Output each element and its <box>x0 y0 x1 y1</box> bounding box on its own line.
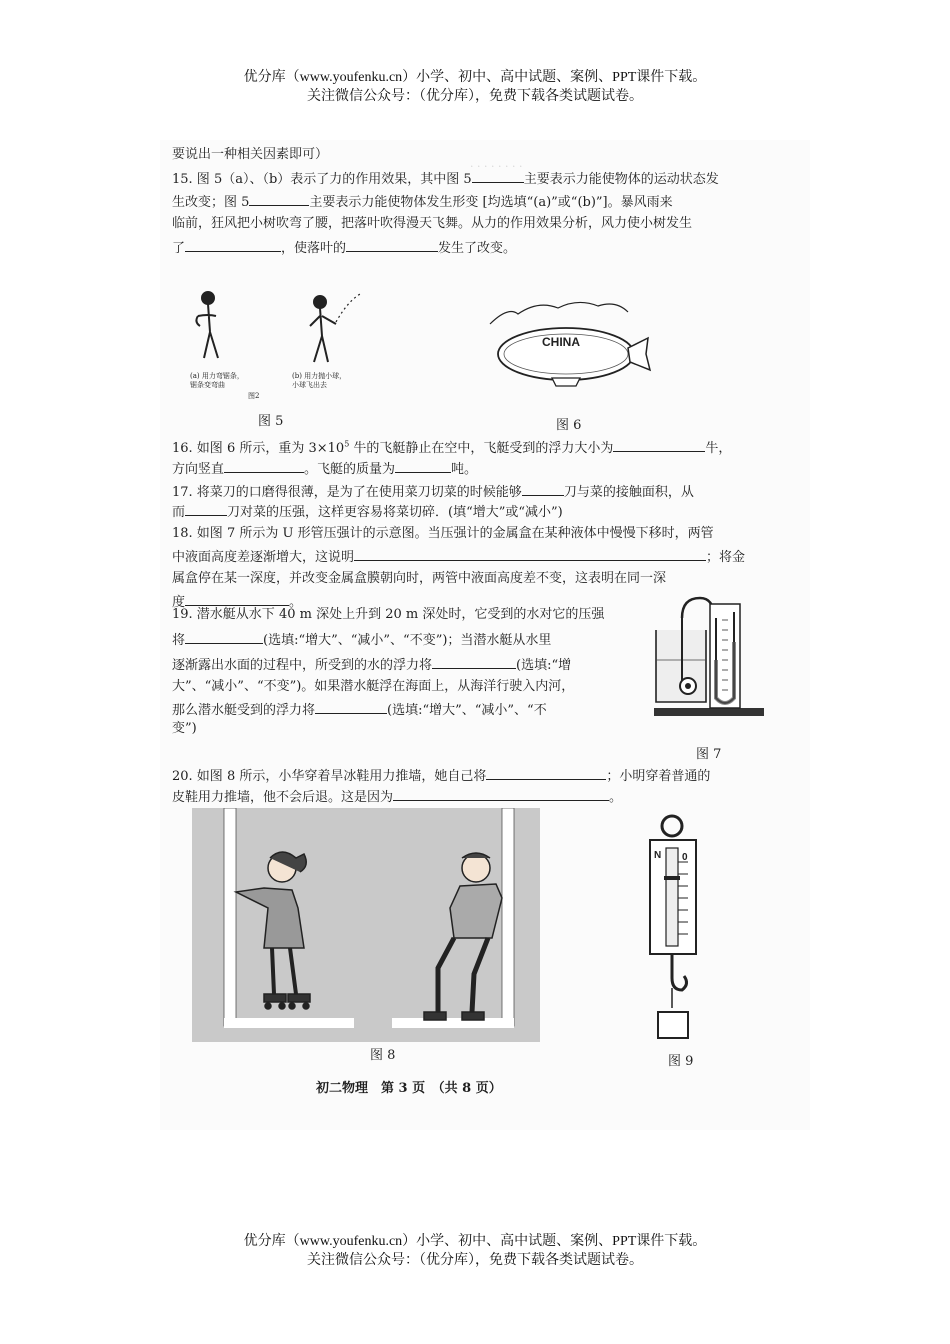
figure-5a-label <box>190 372 244 390</box>
q19-blank-2 <box>432 655 516 669</box>
q20-text: 皮鞋用力推墙，他不会后退。这是因为 <box>172 790 394 805</box>
q18-text: ；将金 <box>706 550 746 565</box>
q20-text: 。 <box>609 790 623 805</box>
q15-line2 <box>172 192 673 212</box>
page-number-footer: 初二物理 第 3 页 （共 8 页） <box>316 1081 502 1096</box>
zero-label: 0 <box>682 852 688 863</box>
q15-text: 了 <box>172 241 186 256</box>
q18-blank-2 <box>185 592 289 606</box>
figure-5a-person <box>196 292 218 358</box>
q16-blank-3 <box>395 459 451 473</box>
q20-text: ；小明穿着普通的 <box>606 769 711 784</box>
q19-line3 <box>172 655 571 675</box>
wall-left <box>224 808 236 1026</box>
figure-8-caption: 图 8 <box>370 1048 396 1063</box>
q20-line2 <box>172 787 622 807</box>
weight-block <box>658 1012 688 1038</box>
q16-text: 牛的飞艇静止在空中，飞艇受到的浮力大小为 <box>349 441 614 456</box>
q15-text: 主要表示力能使物体发生形变 [均选填“(a)”或“(b)”]。暴风雨来 <box>309 195 673 210</box>
figure-5a-label-line1: (a) 用力弯锯条， <box>190 372 244 380</box>
figure-6-caption: 图 6 <box>556 418 582 433</box>
q20-blank-2 <box>393 787 609 801</box>
q16-blank-1 <box>613 438 705 452</box>
site-header <box>0 68 950 106</box>
figure-9-caption: 图 9 <box>668 1054 694 1069</box>
q17-line1 <box>172 482 694 502</box>
figure-5b-label <box>292 372 346 390</box>
hose <box>682 598 714 618</box>
unit-label: N <box>654 850 662 861</box>
q16-text: 。飞艇的质量为 <box>304 462 396 477</box>
q16-text: 牛， <box>705 441 732 456</box>
q19-line6: 变”) <box>172 721 197 736</box>
q15-blank-3 <box>185 238 281 252</box>
q19-text: 逐渐露出水面的过程中，所受到的水的浮力将 <box>172 658 433 673</box>
bleed-through: · · · · · · · · <box>470 160 523 173</box>
figure-5a-label-line2: 锯条变弯曲 <box>190 381 225 389</box>
q17-text: 17. 将菜刀的口磨得很薄，是为了在使用菜刀切菜的时候能够 <box>172 485 522 500</box>
q14-tail: 要说出一种相关因素即可） <box>172 147 329 162</box>
figure-7-caption: 图 7 <box>696 747 722 762</box>
q15-blank-2 <box>249 192 309 206</box>
hook <box>672 954 687 990</box>
q15-line4 <box>172 238 516 258</box>
figure-5-caption: 图 5 <box>258 414 284 429</box>
q15-text: 生改变；图 5 <box>172 195 250 210</box>
q19-text: 将 <box>172 633 186 648</box>
manometer-base <box>654 708 764 716</box>
q16-text: 方向竖直 <box>172 462 225 477</box>
figure-5b-label-line1: (b) 用力抛小球， <box>292 372 347 380</box>
site-header-line1: 优分库（www.youfenku.cn）小学、初中、高中试题、案例、PPT课件下载。 <box>243 70 707 85</box>
q18-line1: 18. 如图 7 所示为 U 形管压强计的示意图。当压强计的金属盒在某种液体中慢慢下移时，两管 <box>172 526 714 541</box>
q18-line2 <box>172 547 745 567</box>
q16-exponent: 5 <box>344 439 350 449</box>
q19-line2 <box>172 630 551 650</box>
site-footer-line1: 优分库（www.youfenku.cn）小学、初中、高中试题、案例、PPT课件下载。 <box>243 1234 707 1249</box>
q17-line2 <box>172 502 563 522</box>
q17-text: 而 <box>172 505 186 520</box>
figure-6-airship <box>488 296 658 396</box>
q15-text: 15. 图 5（a）、（b）表示了力的作用效果，其中图 5 <box>172 172 472 187</box>
q15-blank-1 <box>472 169 524 183</box>
q19-text: (选填:“增大”、“减小”、“不 <box>387 703 547 718</box>
q20-line1 <box>172 766 710 786</box>
top-ring <box>662 816 682 836</box>
q16-blank-2 <box>224 459 304 473</box>
q15-line1 <box>172 169 719 189</box>
q18-line3: 属盒停在某一深度，并改变金属盒膜朝向时，两管中液面高度差不变，这表明在同一深 <box>172 571 667 586</box>
q16-line2 <box>172 459 477 479</box>
q18-text: 度 <box>172 595 186 610</box>
q16-text: 吨。 <box>451 462 478 477</box>
airship-text: CHINA <box>542 335 580 349</box>
q16-line1 <box>172 438 731 458</box>
site-footer-line2: 关注微信公众号：（优分库），免费下载各类试题试卷。 <box>307 1253 643 1268</box>
site-footer <box>0 1232 950 1270</box>
figure-5b-label-line2: 小球飞出去 <box>292 381 327 389</box>
figure-5-sub-label: 图2 <box>248 392 260 400</box>
q18-blank-1 <box>354 547 706 561</box>
q20-text: 20. 如图 8 所示，小华穿着旱冰鞋用力推墙，她自己将 <box>172 769 487 784</box>
q19-text: (选填:“增大”、“减小”、“不变”)；当潜水艇从水里 <box>263 633 552 648</box>
q17-blank-1 <box>522 482 564 496</box>
q18-text: 。 <box>289 595 303 610</box>
site-header-line2: 关注微信公众号：（优分库），免费下载各类试题试卷。 <box>307 89 643 104</box>
q19-text: (选填:“增 <box>516 658 572 673</box>
q19-blank-1 <box>185 630 263 644</box>
q18-text: 中液面高度差逐渐增大，这说明 <box>172 550 355 565</box>
figure-8-illustration <box>192 808 540 1042</box>
figure-9-spring-balance <box>642 812 718 1044</box>
q19-line4: 大”、“减小”、“不变”)。如果潜水艇浮在海面上，从海洋行驶入内河， <box>172 679 575 694</box>
q15-line3: 临前，狂风把小树吹弯了腰，把落叶吹得漫天飞舞。从力的作用效果分析，风力使小树发生 <box>172 216 693 231</box>
q17-text: 刀对菜的压强，这样更容易将菜切碎．(填“增大”或“减小”) <box>227 505 563 520</box>
q19-blank-3 <box>315 700 387 714</box>
q16-text: 16. 如图 6 所示，重为 3×10 <box>172 441 345 456</box>
floor-right <box>392 1018 514 1028</box>
q17-text: 刀与菜的接触面积，从 <box>563 485 694 500</box>
wall-right <box>502 808 514 1026</box>
q19-line1: 19. 潜水艇从水下 40 m 深处上升到 20 m 深处时，它受到的水对它的压强 <box>172 607 605 622</box>
q15-text: 主要表示力能使物体的运动状态发 <box>523 172 719 187</box>
q20-blank-1 <box>486 766 606 780</box>
figure-5b-person <box>310 290 362 362</box>
floor-left <box>224 1018 354 1028</box>
figure-7-u-tube-manometer <box>652 590 772 720</box>
q19-line5 <box>172 700 547 720</box>
q17-blank-2 <box>185 502 227 516</box>
cloud-outline <box>490 302 628 324</box>
q15-blank-4 <box>346 238 438 252</box>
q15-text: ，使落叶的 <box>281 241 347 256</box>
q19-text: 那么潜水艇受到的浮力将 <box>172 703 316 718</box>
balance-slot <box>666 848 678 946</box>
q15-text: 发生了改变。 <box>438 241 517 256</box>
